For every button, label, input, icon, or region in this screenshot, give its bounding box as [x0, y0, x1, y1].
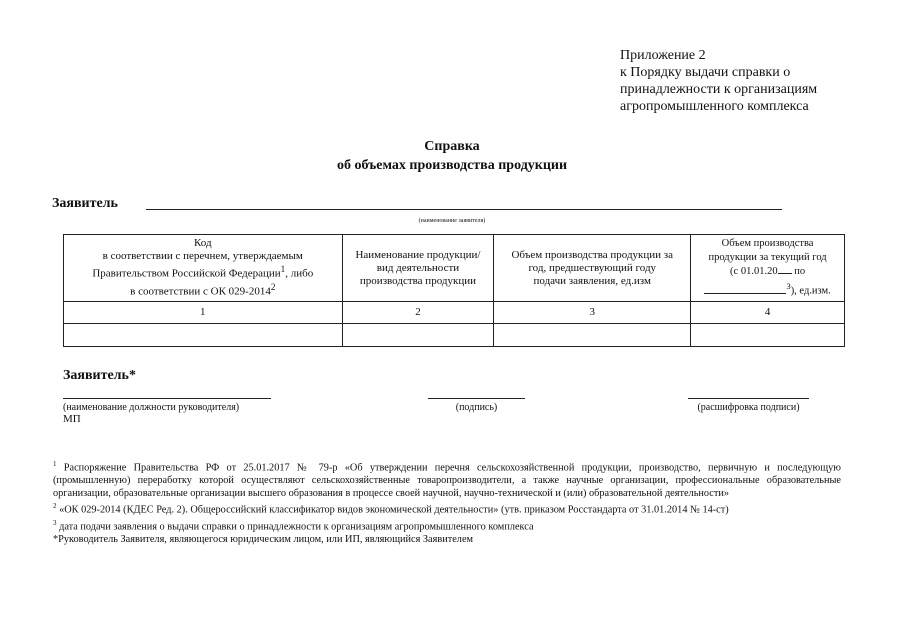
appendix-line-2: к Порядку выдачи справки о [620, 65, 791, 80]
appendix-line-4: агропромышленного комплекса [620, 99, 809, 114]
column-number: 4 [691, 302, 845, 324]
table-row [64, 324, 845, 347]
table-header-row [64, 235, 845, 302]
header-previous-year-volume: Объем производства продукции за год, предшествующий году подачи заявления, ед.изм [494, 235, 691, 302]
footnote-4: *Руководитель Заявителя, являющегося юридическим лицом, или ИП, являющийся Заявителем [53, 534, 474, 546]
cell-previous-volume-input[interactable] [494, 324, 691, 347]
name-decoding-caption: (расшифровка подписи) [697, 402, 800, 413]
column-number: 2 [342, 302, 494, 324]
applicant-hint: (наименование заявителя) [418, 218, 486, 224]
signatory-label: Заявитель* [63, 368, 136, 383]
document-title: Справка [424, 139, 480, 154]
appendix-line-3: принадлежности к организациям [620, 82, 818, 97]
position-caption: (наименование должности руководителя) [63, 402, 240, 413]
applicant-name-field[interactable] [146, 209, 782, 210]
name-decoding-field[interactable] [688, 398, 809, 399]
position-field[interactable] [63, 398, 271, 399]
applicant-label: Заявитель [52, 196, 118, 211]
footnote-2: $^2$ «ОК 029-2014 (КДЕС Ред. 2). Общероссийский классификатор видов экономической деятельности» (утв. приказом Росстандарта от 31.01.2014 № 14-ст) [53, 502, 729, 516]
header-product-name: Наименование продукции/ вид деятельности производства продукции [342, 235, 494, 302]
header-code: Код в соответствии с перечнем, утверждаемым Правительством Российской Федерации$^1$, либо в соответствии с ОК 029-2014$^2$ [64, 235, 343, 302]
table-number-row [64, 302, 845, 324]
header-current-year-volume: Объем производства продукции за текущий год (с 01.01.20 по $^3$), ед.изм. [691, 235, 845, 302]
production-table [63, 234, 845, 347]
signature-caption: (подпись) [455, 402, 498, 413]
document-subtitle: об объемах производства продукции [336, 158, 568, 173]
cell-current-volume-input[interactable] [691, 324, 845, 347]
appendix-line-1: Приложение 2 [620, 48, 706, 63]
stamp-place: МП [63, 413, 81, 425]
footnote-1: $^1$ Распоряжение Правительства РФ от 25.01.2017 № 79-р «Об утверждении перечня сельскохозяйственной продукции, производство, первичную и последующую (промышленную) переработку которой осуществляют сельскохозяйственные товаропроизводители, а также научные организации, профессиональные образовательные организации, образовательные организации высшего образования в процессе своей научной, научно-технической и (или) образовательной деятельности» [53, 460, 842, 500]
column-number: 1 [64, 302, 343, 324]
footnote-3: $^3$ дата подачи заявления о выдачи справки о принадлежности к организациям агропромышленного комплекса [53, 518, 534, 533]
cell-product-input[interactable] [342, 324, 494, 347]
appendix-note [620, 47, 817, 115]
footnotes [53, 458, 841, 546]
signature-field[interactable] [428, 398, 525, 399]
cell-code-input[interactable] [64, 324, 343, 347]
column-number: 3 [494, 302, 691, 324]
